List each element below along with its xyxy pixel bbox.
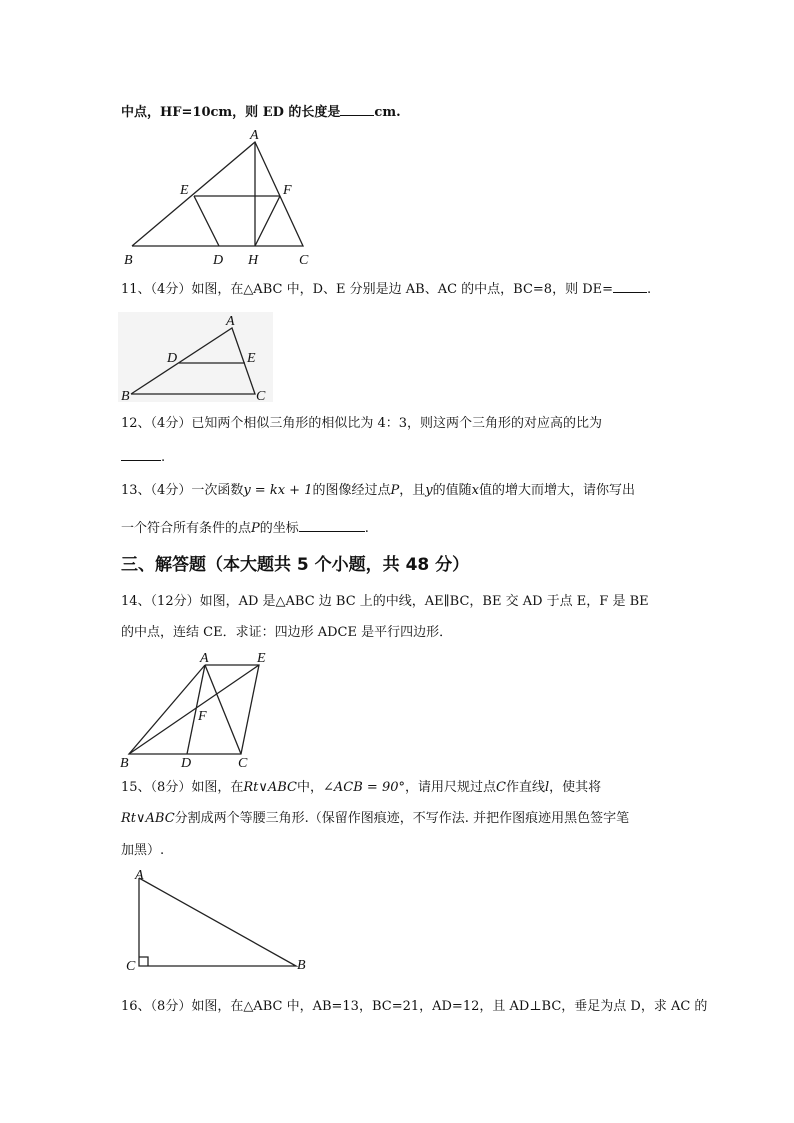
q10-unit: cm.: [374, 105, 401, 120]
segment-ac: [205, 665, 241, 754]
q11-answer-blank[interactable]: [613, 280, 647, 293]
q15-line1-c: ，请用尺规过点: [405, 780, 497, 795]
q10-text: [121, 103, 681, 122]
q13-line2-b: 的坐标: [259, 521, 299, 536]
label-a: A: [135, 868, 144, 883]
q13-text-line1: [121, 482, 681, 500]
triangle-abc: [132, 142, 303, 246]
q10-answer-blank[interactable]: [340, 103, 374, 116]
label-c: C: [299, 253, 309, 268]
q13-end: .: [364, 521, 369, 536]
q11-figure: [118, 312, 273, 404]
q15-line-l: l: [544, 780, 550, 795]
q15-text-line2: [121, 810, 681, 828]
q14-text-line1: 14、（12分）如图，AD 是△ABC 边 BC 上的中线，AE∥BC，BE 交 AD 于点 E，F 是 BE: [121, 594, 649, 609]
segment-ed: [194, 196, 219, 246]
q12-body: 12、（4分）已知两个相似三角形的相似比为 4：3，则这两个三角形的对应高的比为: [121, 416, 602, 431]
q11-end: .: [647, 282, 652, 297]
label-c: C: [238, 756, 248, 771]
label-b: B: [121, 389, 130, 404]
q15-figure: [118, 866, 318, 976]
right-angle-mark: [139, 957, 148, 966]
q11-body: 11、（4分）如图，在△ABC 中，D、E 分别是边 AB、AC 的中点，BC=8，则 DE=: [121, 282, 614, 297]
q13-var-y: y: [425, 483, 433, 498]
label-e: E: [180, 183, 189, 198]
q13-var-x: x: [471, 483, 479, 498]
segment-fh: [255, 196, 280, 246]
q14-text-line2: 的中点，连结 CE．求证：四边形 ADCE 是平行四边形．: [121, 625, 453, 640]
q15-line1-e: ，使其将: [549, 780, 602, 795]
q15-line1-b: 中，: [297, 780, 324, 795]
q12-end: .: [161, 450, 166, 465]
label-b: B: [297, 958, 306, 973]
q15-point-c: C: [496, 780, 506, 795]
q13-text-line2: [121, 519, 681, 538]
q15-angle: ∠ACB = 90°: [323, 780, 405, 795]
q13-text-e: 值的增大而增大，请你写出: [478, 483, 635, 498]
q15-text-line1: [121, 779, 681, 797]
right-triangle-acb: [139, 878, 296, 966]
q13-point-p: P: [390, 483, 400, 498]
q15-text-line3: 加黑）.: [121, 843, 165, 858]
q15-rt-triangle-2: Rt∨ABC: [121, 811, 175, 826]
q13-answer-blank[interactable]: [299, 519, 365, 532]
label-f: F: [198, 709, 207, 724]
label-c: C: [126, 959, 136, 974]
label-a: A: [250, 128, 259, 143]
label-b: B: [124, 253, 133, 268]
section-title: 三、解答题（本大题共 5 个小题，共 48 分）: [121, 555, 470, 575]
q13-text-a: 13、（4分）一次函数: [121, 483, 244, 498]
q15-line2-b: 分割成两个等腰三角形.（保留作图痕迹，不写作法. 并把作图痕迹用黑色签字笔: [174, 811, 630, 826]
q10-tail-text: 中点，HF=10cm，则 ED 的长度是: [121, 105, 341, 120]
label-f: F: [283, 183, 292, 198]
label-d: D: [167, 351, 178, 366]
label-b: B: [120, 756, 129, 771]
label-h: H: [248, 253, 259, 268]
q13-text-b: 的图像经过点: [312, 483, 391, 498]
label-a: A: [200, 651, 209, 666]
label-d: D: [213, 253, 224, 268]
q12-text: [121, 415, 681, 433]
q12-answer-line: [121, 448, 681, 467]
q13-text-c: ，且: [399, 483, 426, 498]
q13-line2-a: 一个符合所有条件的点: [121, 521, 252, 536]
label-e: E: [247, 351, 256, 366]
q12-answer-blank[interactable]: [121, 448, 161, 461]
label-a: A: [226, 314, 235, 329]
label-c: C: [256, 389, 266, 404]
label-d: D: [181, 756, 192, 771]
q10-figure: [118, 126, 328, 271]
label-e: E: [257, 651, 266, 666]
q13-formula: y = kx + 1: [243, 483, 313, 498]
q15-line1-d: 作直线: [505, 780, 545, 795]
q14-figure: [118, 648, 278, 770]
q15-rt-triangle: Rt∨ABC: [243, 780, 297, 795]
q13-point-p-2: P: [251, 521, 260, 536]
q11-text: [121, 280, 681, 299]
q13-text-d: 的值随: [432, 483, 472, 498]
q15-line1-a: 15、（8分）如图，在: [121, 780, 244, 795]
q16-text: 16、（8分）如图，在△ABC 中，AB=13，BC=21，AD=12，且 AD⊥BC，垂足为点 D，求 AC 的: [121, 999, 708, 1014]
